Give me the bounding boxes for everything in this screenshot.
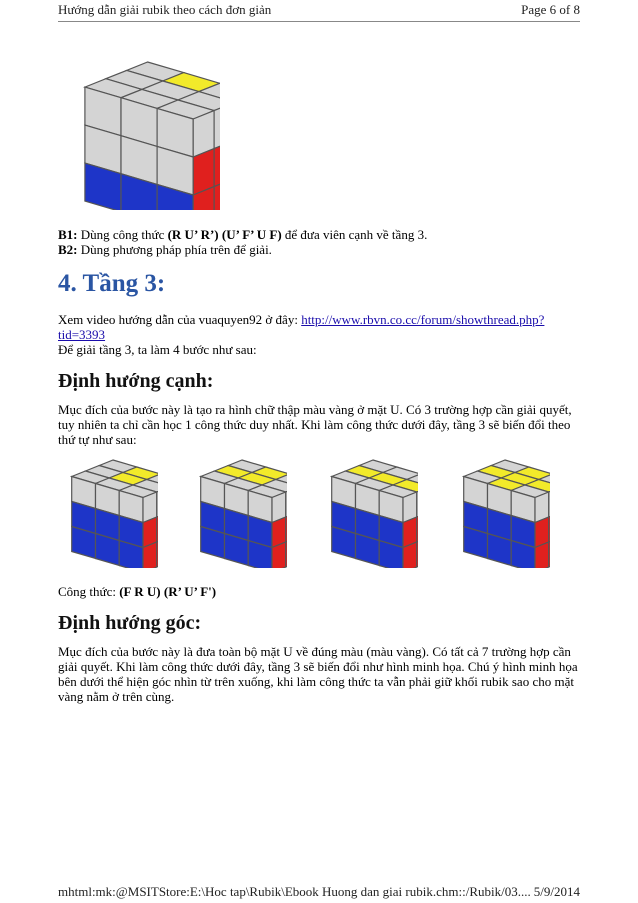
cube-step-4 [450,458,550,568]
footer [58,884,580,900]
footer-path: mhtml:mk:@MSITStore:E:\Hoc tap\Rubik\Ebook Huong dan giai rubik.chm::/Rubik/03.... [58,884,531,899]
header-divider [58,21,580,22]
corners-desc-4: vàng nằm ở trên cùng. [58,689,175,704]
step-b2-text: Dùng phương pháp phía trên để giải. [77,242,272,257]
video-link-continued[interactable]: tid=3393 [58,327,106,342]
edges-desc-1: Mục đích của bước này là tạo ra hình chữ thập màu vàng ở mặt U. Có 3 trường hợp cần giải quyết, [58,402,572,417]
video-link-cont-line [58,327,580,342]
edges-desc-3: thứ tự như sau: [58,432,137,447]
corners-desc-1: Mục đích của bước này là đưa toàn bộ mặt U về đúng màu (màu vàng). Có tất cả 7 trường hợp cần [58,644,571,659]
section-intro: Để giải tầng 3, ta làm 4 bước như sau: [58,342,257,357]
corners-desc-3: bên dưới thể hiện góc nhìn từ trên xuống, khi làm công thức ta vẫn phải giữ khối rubik sao cho mặt [58,674,574,689]
step-b2 [58,242,580,257]
edges-formula-line [58,584,580,599]
section-title: 4. Tầng 3: [58,270,166,297]
video-text: Xem video hướng dẫn của vuaquyen92 ở đây: [58,312,302,327]
step-b1 [58,227,580,242]
cube-step-2 [187,458,287,568]
edges-formula: (F R U) (R’ U’ F') [119,584,217,599]
cube-step-3 [318,458,418,568]
cube-step-1 [58,458,158,568]
header-page-number: Page 6 of 8 [521,2,580,17]
edges-desc-2: tuy nhiên ta chỉ cần học 1 công thức duy nhất. Khi làm công thức dưới đây, tầng 3 sẽ biến đổi theo [58,417,571,432]
edges-heading: Định hướng cạnh: [58,370,214,392]
formula-label: Công thức: [58,584,120,599]
step-b1-formula: (R U’ R’) (U’ F’ U F) [167,227,282,242]
video-link[interactable]: http://www.rbvn.co.cc/forum/showthread.php? [301,312,545,327]
step-b2-label: B2: [58,242,78,257]
step-b1-text-end: để đưa viên cạnh về tầng 3. [281,227,428,242]
step-b1-label: B1: [58,227,78,242]
header-title: Hướng dẫn giải rubik theo cách đơn giản [58,2,272,17]
rubik-cube-illustration [60,60,220,210]
footer-date: 5/9/2014 [533,884,580,899]
step-b1-text: Dùng công thức [77,227,168,242]
corners-heading: Định hướng góc: [58,612,202,634]
corners-desc-2: giải quyết. Khi làm công thức dưới đây, tầng 3 sẽ biến đổi như hình minh họa. Chú ý hình minh họa [58,659,578,674]
video-line [58,312,580,327]
